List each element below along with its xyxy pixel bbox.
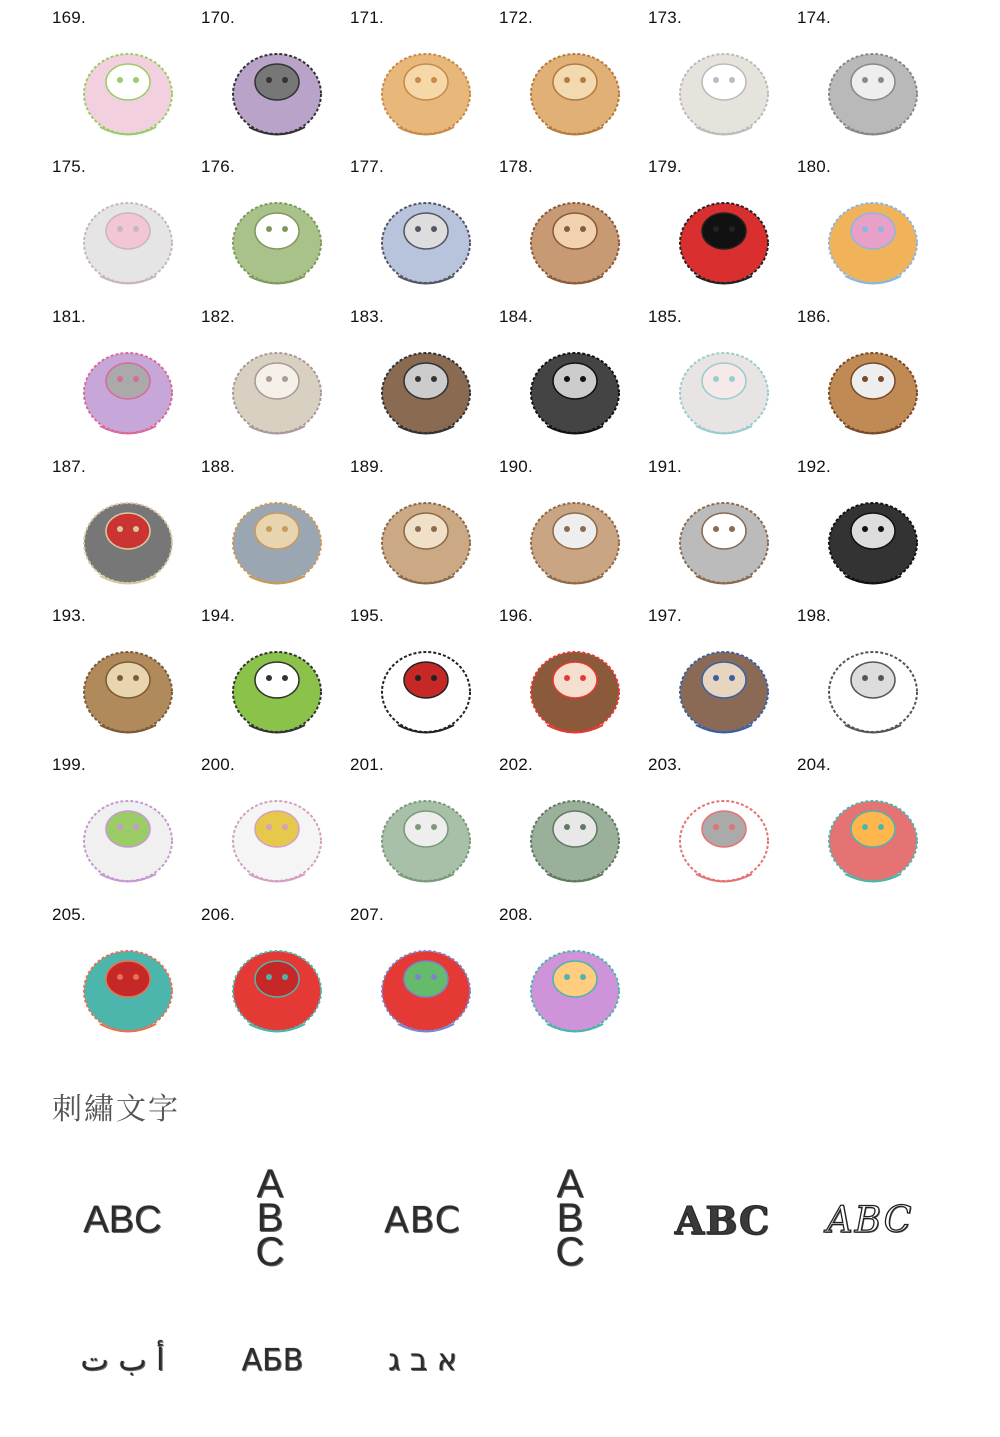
design-tile — [648, 307, 798, 457]
design-number: 182. — [201, 307, 235, 326]
design-number: 199. — [52, 755, 86, 774]
design-number: 193. — [52, 606, 86, 625]
ginkgo-branch-icon — [368, 779, 484, 897]
design-tile — [201, 8, 351, 158]
design-number: 176. — [201, 157, 235, 176]
design-tile — [499, 606, 649, 756]
design-number: 172. — [499, 8, 533, 27]
design-tile — [499, 755, 649, 905]
beetle-icon — [219, 32, 335, 150]
design-tile — [350, 157, 500, 307]
design-tile — [201, 606, 351, 756]
font-sample-hebrew: א ב ג — [388, 1342, 457, 1378]
dog-face-icon — [368, 630, 484, 748]
wildflowers-icon — [368, 929, 484, 1047]
design-tile — [201, 905, 351, 1055]
frog-icon — [219, 630, 335, 748]
monkey-face-icon — [517, 181, 633, 299]
vertical-letter-b: B — [256, 1195, 284, 1240]
oval-frame-icon — [219, 779, 335, 897]
design-number: 201. — [350, 755, 384, 774]
horse-head-icon — [666, 481, 782, 599]
floral-spray-icon — [815, 779, 931, 897]
design-tile — [350, 905, 500, 1055]
giraffe-head-icon — [70, 630, 186, 748]
design-tile — [648, 157, 798, 307]
kitten-icon — [666, 331, 782, 449]
design-tile — [499, 8, 649, 158]
font-sample-sans: ABC — [83, 1198, 162, 1241]
font-sample-block: ABC — [384, 1199, 461, 1241]
design-tile — [499, 157, 649, 307]
design-number: 200. — [201, 755, 235, 774]
design-number: 171. — [350, 8, 384, 27]
puppy-icon — [815, 331, 931, 449]
design-tile — [499, 905, 649, 1055]
titmouse-icon — [219, 481, 335, 599]
design-number: 204. — [797, 755, 831, 774]
design-tile — [52, 755, 202, 905]
sitting-monkey-icon — [666, 630, 782, 748]
lion-head-icon — [368, 481, 484, 599]
cat-icon — [368, 181, 484, 299]
font-sample-cyrillic: АБВ — [241, 1342, 304, 1378]
design-tile — [201, 457, 351, 607]
design-number: 197. — [648, 606, 682, 625]
design-number: 174. — [797, 8, 831, 27]
reindeer-icon — [517, 630, 633, 748]
running-horse-icon — [517, 481, 633, 599]
design-tile — [499, 457, 649, 607]
design-number: 173. — [648, 8, 682, 27]
design-tile — [350, 755, 500, 905]
design-number: 175. — [52, 157, 86, 176]
hummingbird-icon — [219, 331, 335, 449]
design-number: 178. — [499, 157, 533, 176]
design-tile — [797, 457, 947, 607]
design-tile — [350, 8, 500, 158]
design-number: 188. — [201, 457, 235, 476]
design-number: 184. — [499, 307, 533, 326]
ginkgo-leaves-icon — [517, 779, 633, 897]
pterodactyl-icon — [815, 481, 931, 599]
design-tile — [350, 457, 500, 607]
design-tile — [499, 307, 649, 457]
design-tile — [797, 755, 947, 905]
butterflies-icon — [815, 181, 931, 299]
camellia-icon — [70, 929, 186, 1047]
design-number: 170. — [201, 8, 235, 27]
bunny-icon — [70, 181, 186, 299]
design-number: 205. — [52, 905, 86, 924]
design-tile — [52, 307, 202, 457]
design-tile — [350, 606, 500, 756]
vertical-letter-b: B — [556, 1195, 584, 1240]
design-tile — [52, 606, 202, 756]
design-number: 177. — [350, 157, 384, 176]
design-number: 195. — [350, 606, 384, 625]
design-number: 181. — [52, 307, 86, 326]
design-tile — [797, 606, 947, 756]
vertical-letter-a: A — [256, 1161, 284, 1206]
design-tile — [648, 457, 798, 607]
design-number: 202. — [499, 755, 533, 774]
design-tile — [797, 307, 947, 457]
font-sample-arabic: أ ب ت — [80, 1342, 165, 1378]
goat-icon — [666, 32, 782, 150]
design-tile — [797, 8, 947, 158]
design-tile — [648, 606, 798, 756]
design-tile — [52, 457, 202, 607]
elephant-icon — [815, 630, 931, 748]
turtle-icon — [219, 181, 335, 299]
design-tile — [52, 157, 202, 307]
frame-outline-icon — [70, 779, 186, 897]
design-number: 189. — [350, 457, 384, 476]
dragonfly-icon — [70, 331, 186, 449]
design-tile — [52, 8, 202, 158]
lion-cub-icon — [368, 32, 484, 150]
zebras-icon — [368, 331, 484, 449]
design-number: 196. — [499, 606, 533, 625]
chickadee-icon — [70, 481, 186, 599]
vertical-letter-c: C — [555, 1229, 585, 1274]
font-sample-vertical-block — [525, 1155, 615, 1280]
design-number: 198. — [797, 606, 831, 625]
design-number: 169. — [52, 8, 86, 27]
design-number: 194. — [201, 606, 235, 625]
design-number: 187. — [52, 457, 86, 476]
design-tile — [350, 307, 500, 457]
design-tile — [201, 755, 351, 905]
design-number: 206. — [201, 905, 235, 924]
pink-blossoms-icon — [517, 929, 633, 1047]
vertical-letter-c: C — [255, 1229, 285, 1274]
ladybug-icon — [666, 181, 782, 299]
unicorn-cow-icon — [70, 32, 186, 150]
vertical-letter-a: A — [556, 1161, 584, 1206]
design-number: 192. — [797, 457, 831, 476]
design-tile — [648, 755, 798, 905]
section-heading: 刺繡文字 — [52, 1092, 180, 1127]
design-tile — [201, 307, 351, 457]
red-rose-icon — [219, 929, 335, 1047]
design-number: 185. — [648, 307, 682, 326]
cloud-frame-icon — [666, 779, 782, 897]
design-number: 207. — [350, 905, 384, 924]
design-number: 186. — [797, 307, 831, 326]
font-sample-script: ABC — [826, 1199, 914, 1241]
design-tile — [201, 157, 351, 307]
font-sample-bold-serif: ABC — [674, 1197, 771, 1243]
zebra-head-icon — [517, 331, 633, 449]
design-number: 183. — [350, 307, 384, 326]
design-tile — [797, 157, 947, 307]
design-number: 190. — [499, 457, 533, 476]
design-number: 208. — [499, 905, 533, 924]
design-number: 191. — [648, 457, 682, 476]
design-tile — [52, 905, 202, 1055]
design-number: 180. — [797, 157, 831, 176]
giraffe-icon — [517, 32, 633, 150]
font-sample-vertical-sans — [225, 1155, 315, 1280]
design-tile — [648, 8, 798, 158]
design-number: 179. — [648, 157, 682, 176]
koala-icon — [815, 32, 931, 150]
design-number: 203. — [648, 755, 682, 774]
